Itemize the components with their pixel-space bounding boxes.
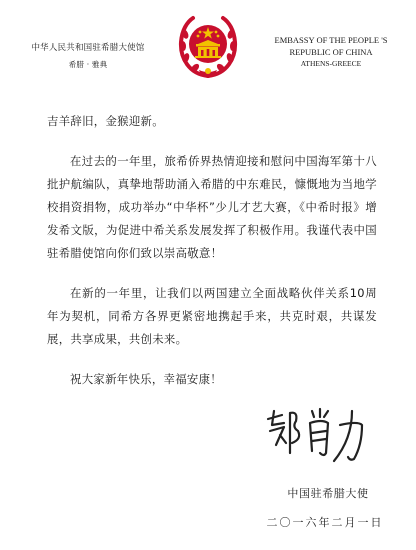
embassy-city-cn: 希腊 · 雅典 <box>68 60 108 69</box>
new-year-wishes: 祝大家新年快乐，幸福安康！ <box>70 372 222 386</box>
paragraph-past-year: 在过去的一年里，旅希侨界热情迎接和慰问中国海军第十八批护航编队，真挚地帮助涌入希腊的中东难民，慷慨地为当地学校捐资捐物，成功举办“中华杯”少儿才艺大赛，《中希时报》增发希文版，为促进中希关系发展发挥了积极作用。我谨代表中国驻希腊使馆向你们致以崇高敬意！ <box>47 154 377 260</box>
letter-date: 二〇一六年二月一日 <box>266 516 384 529</box>
greeting: 吉羊辞旧，金猴迎新。 <box>47 114 164 128</box>
sender-title: 中国驻希腊大使 <box>287 487 369 500</box>
embassy-name-en-line2: REPUBLIC OF CHINA <box>289 47 373 57</box>
paragraph-new-year: 在新的一年里，让我们以两国建立全面战略伙伴关系10周年为契机，同希方各界更紧密地携起手来，共克时艰，共谋发展，共享成果，共创未来。 <box>47 286 377 346</box>
letterhead-english <box>256 34 406 70</box>
embassy-city-en: ATHENS-GREECE <box>300 59 362 68</box>
letterhead-chinese <box>18 42 158 71</box>
letter-body <box>47 110 377 391</box>
handwritten-signature <box>262 405 374 465</box>
embassy-name-cn: 中华人民共和国驻希腊大使馆 <box>31 43 145 53</box>
national-emblem-icon <box>177 14 239 78</box>
embassy-name-en-line1: EMBASSY OF THE PEOPLE 'S <box>274 35 388 45</box>
